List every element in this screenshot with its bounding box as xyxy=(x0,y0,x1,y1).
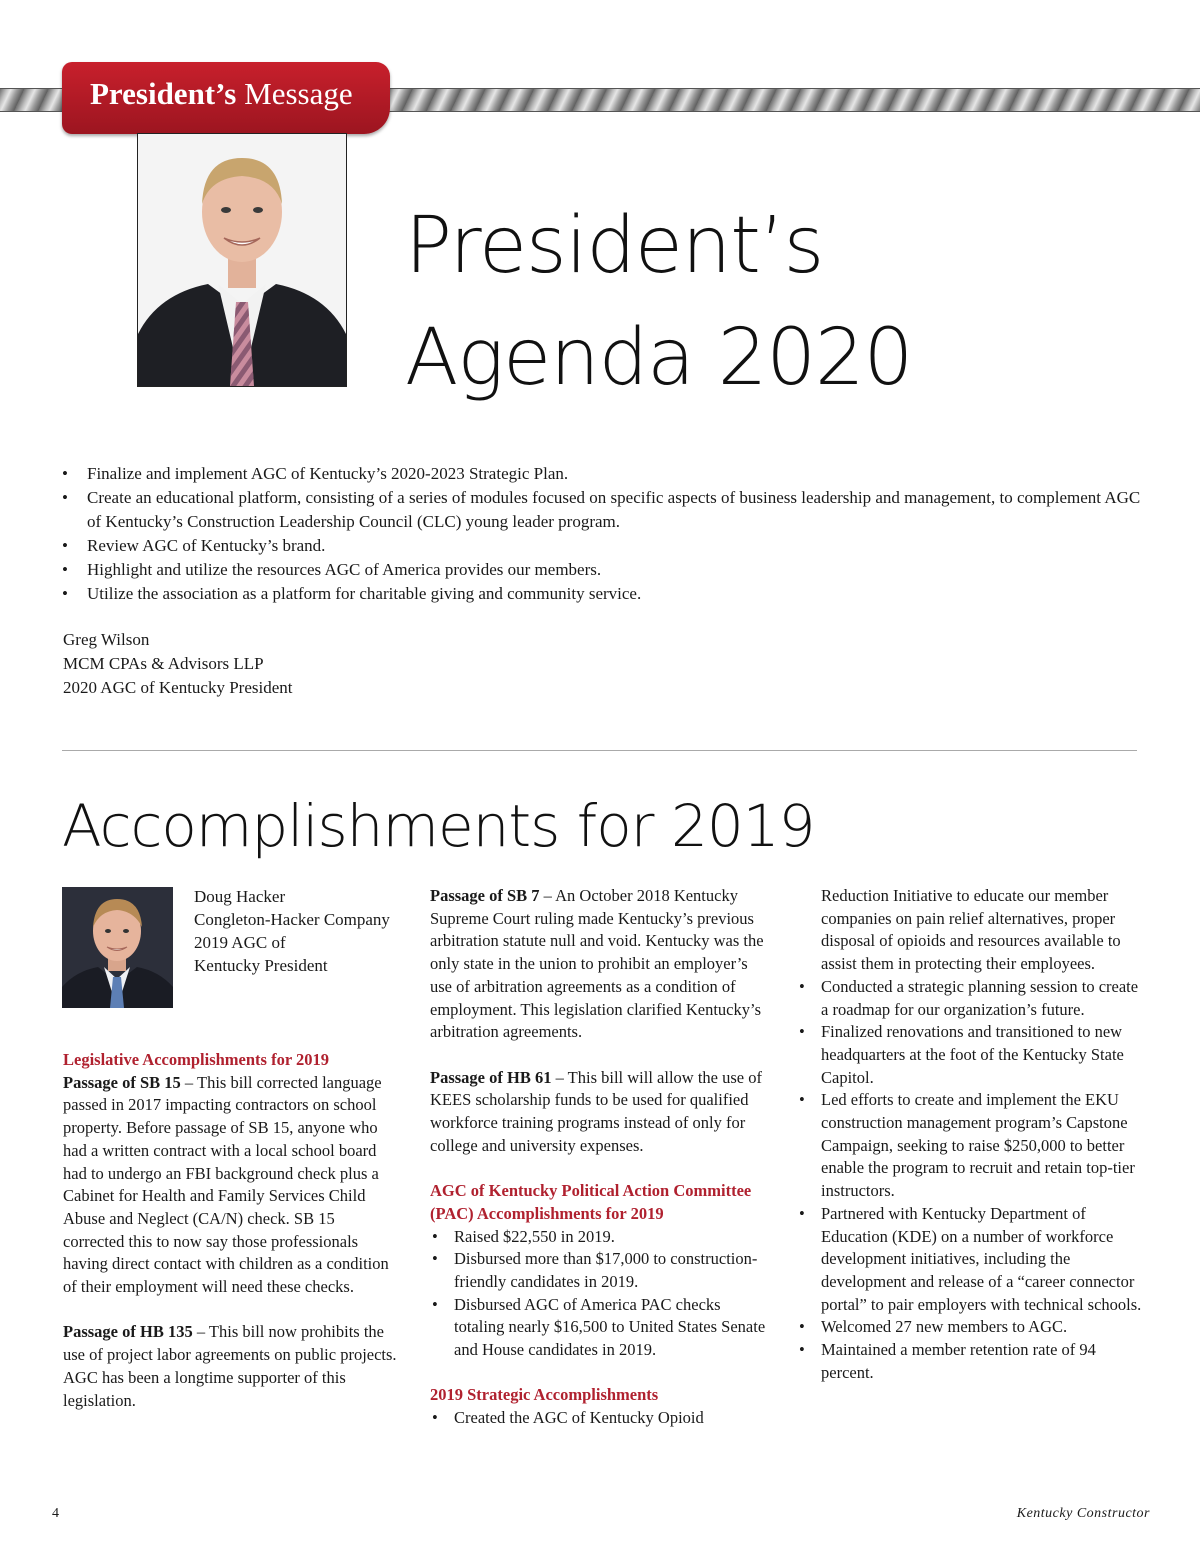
agenda-list xyxy=(62,462,1152,606)
page-title-line2: Agenda 2020 xyxy=(405,313,913,403)
accomplishments-title: Accomplishments for 2019 xyxy=(62,792,815,860)
sb15-text: – This bill corrected language passed in 2017 impacting contractors on school property. Before passage of SB 15, anyone who had a written contract with a local school board had to undergo an FBI background check plus a Cabinet for Health and Family Services Child Abuse and Neglect (CA/N) check. SB 15 corrected this to now say those professionals having direct contact with children as a condition of their employment will need these checks. xyxy=(63,1072,389,1297)
section-label xyxy=(90,76,353,112)
signature-block xyxy=(63,628,292,700)
column-2 xyxy=(430,885,770,1430)
caption-role-line1: 2019 AGC of xyxy=(194,933,286,952)
signature-company: MCM CPAs & Advisors LLP xyxy=(63,654,264,673)
hb135-text: – This bill now prohibits the use of project labor agreements on public projects. AGC has been a longtime supporter of this legislation. xyxy=(63,1322,397,1410)
agenda-item: • Finalize and implement AGC of Kentucky’s 2020-2023 Strategic Plan. xyxy=(62,462,1152,486)
caption-role-line2: Kentucky President xyxy=(194,956,328,975)
hb135-paragraph xyxy=(63,1321,400,1412)
hb61-paragraph xyxy=(430,1067,770,1158)
hb135-label: Passage of HB 135 xyxy=(63,1322,193,1342)
pac-heading-line1: AGC of Kentucky Political Action Committee xyxy=(430,1181,752,1201)
past-president-photo xyxy=(62,887,173,1008)
signature-role: 2020 AGC of Kentucky President xyxy=(63,678,293,697)
hb61-label: Passage of HB 61 xyxy=(430,1067,552,1087)
strategic-list-start xyxy=(430,1407,770,1430)
sb7-paragraph xyxy=(430,885,770,1044)
legislative-heading: Legislative Accomplishments for 2019 xyxy=(63,1050,329,1069)
column-3 xyxy=(797,885,1142,1384)
pac-item: • Disbursed more than $17,000 to construction-friendly candidates in 2019. xyxy=(430,1248,770,1293)
strategic-item-continued: Reduction Initiative to educate our member companies on pain relief alternatives, proper disposal of opioids and resources available to assist them in protecting their employees. xyxy=(821,886,1121,974)
strategic-item: • Maintained a member retention rate of 94 percent. xyxy=(797,1339,1142,1384)
sb15-paragraph xyxy=(63,1072,400,1299)
agenda-item: • Review AGC of Kentucky’s brand. xyxy=(62,534,1152,558)
page-title xyxy=(405,190,912,414)
agenda-item: • Create an educational platform, consisting of a series of modules focused on specific aspects of business leadership and management, to complement AGC of Kentucky’s Construction Leadership Council (CLC) young leader program. xyxy=(62,486,1152,534)
strategic-item: • Conducted a strategic planning session to create a roadmap for our organization’s future. xyxy=(797,976,1142,1021)
sb7-label: Passage of SB 7 xyxy=(430,886,540,905)
column-1 xyxy=(63,1049,400,1412)
page-number: 4 xyxy=(52,1506,59,1521)
strategic-item: • Led efforts to create and implement the EKU construction management program’s Capstone Campaign, seeking to raise $250,000 to better enable the program to recruit and retain top-tier instructors. xyxy=(797,1089,1142,1203)
past-president-caption xyxy=(194,885,390,977)
sb7-text: – An October 2018 Kentucky Supreme Court ruling made Kentucky’s previous arbitration statute null and void. Kentucky was the only state in the union to prohibit an employer’s use of arbitration agreements as a condition of employment. This legislation clarified Kentucky’s arbitration agreements. xyxy=(430,886,764,1042)
publication-name: Kentucky Constructor xyxy=(1016,1506,1150,1521)
agenda-item: • Highlight and utilize the resources AGC of America provides our members. xyxy=(62,558,1152,582)
strategic-item: • Created the AGC of Kentucky Opioid xyxy=(430,1407,770,1430)
strategic-list xyxy=(797,976,1142,1385)
pac-item: • Disbursed AGC of America PAC checks totaling nearly $16,500 to United States Senate and House candidates in 2019. xyxy=(430,1294,770,1362)
signature-name: Greg Wilson xyxy=(63,630,150,649)
president-portrait-photo xyxy=(137,133,347,387)
section-label-rest: Message xyxy=(244,76,353,111)
caption-company: Congleton-Hacker Company xyxy=(194,910,390,929)
strategic-heading: 2019 Strategic Accomplishments xyxy=(430,1385,659,1405)
past-president-illustration xyxy=(62,887,173,1008)
strategic-item: • Finalized renovations and transitioned to new headquarters at the foot of the Kentucky State Capitol. xyxy=(797,1021,1142,1089)
page-title-line1: President’s xyxy=(405,201,824,291)
pac-heading-line2: (PAC) Accomplishments for 2019 xyxy=(430,1203,664,1223)
hb61-text: – This bill will allow the use of KEES scholarship funds to be used for qualified workforce training programs instead of only for college and university expenses. xyxy=(430,1067,762,1155)
caption-name: Doug Hacker xyxy=(194,887,286,906)
strategic-item: • Partnered with Kentucky Department of Education (KDE) on a number of workforce development initiatives, including the development and release of a “career connector portal” to pair employers with technical schools. xyxy=(797,1203,1142,1317)
sb15-label: Passage of SB 15 xyxy=(63,1072,181,1092)
strategic-item: • Welcomed 27 new members to AGC. xyxy=(797,1316,1142,1339)
pac-list xyxy=(430,1226,770,1362)
section-divider xyxy=(62,750,1137,751)
agenda-item: • Utilize the association as a platform for charitable giving and community service. xyxy=(62,582,1152,606)
portrait-illustration xyxy=(138,134,346,386)
pac-item: • Raised $22,550 in 2019. xyxy=(430,1226,770,1249)
section-label-bold: President’s xyxy=(90,76,237,111)
